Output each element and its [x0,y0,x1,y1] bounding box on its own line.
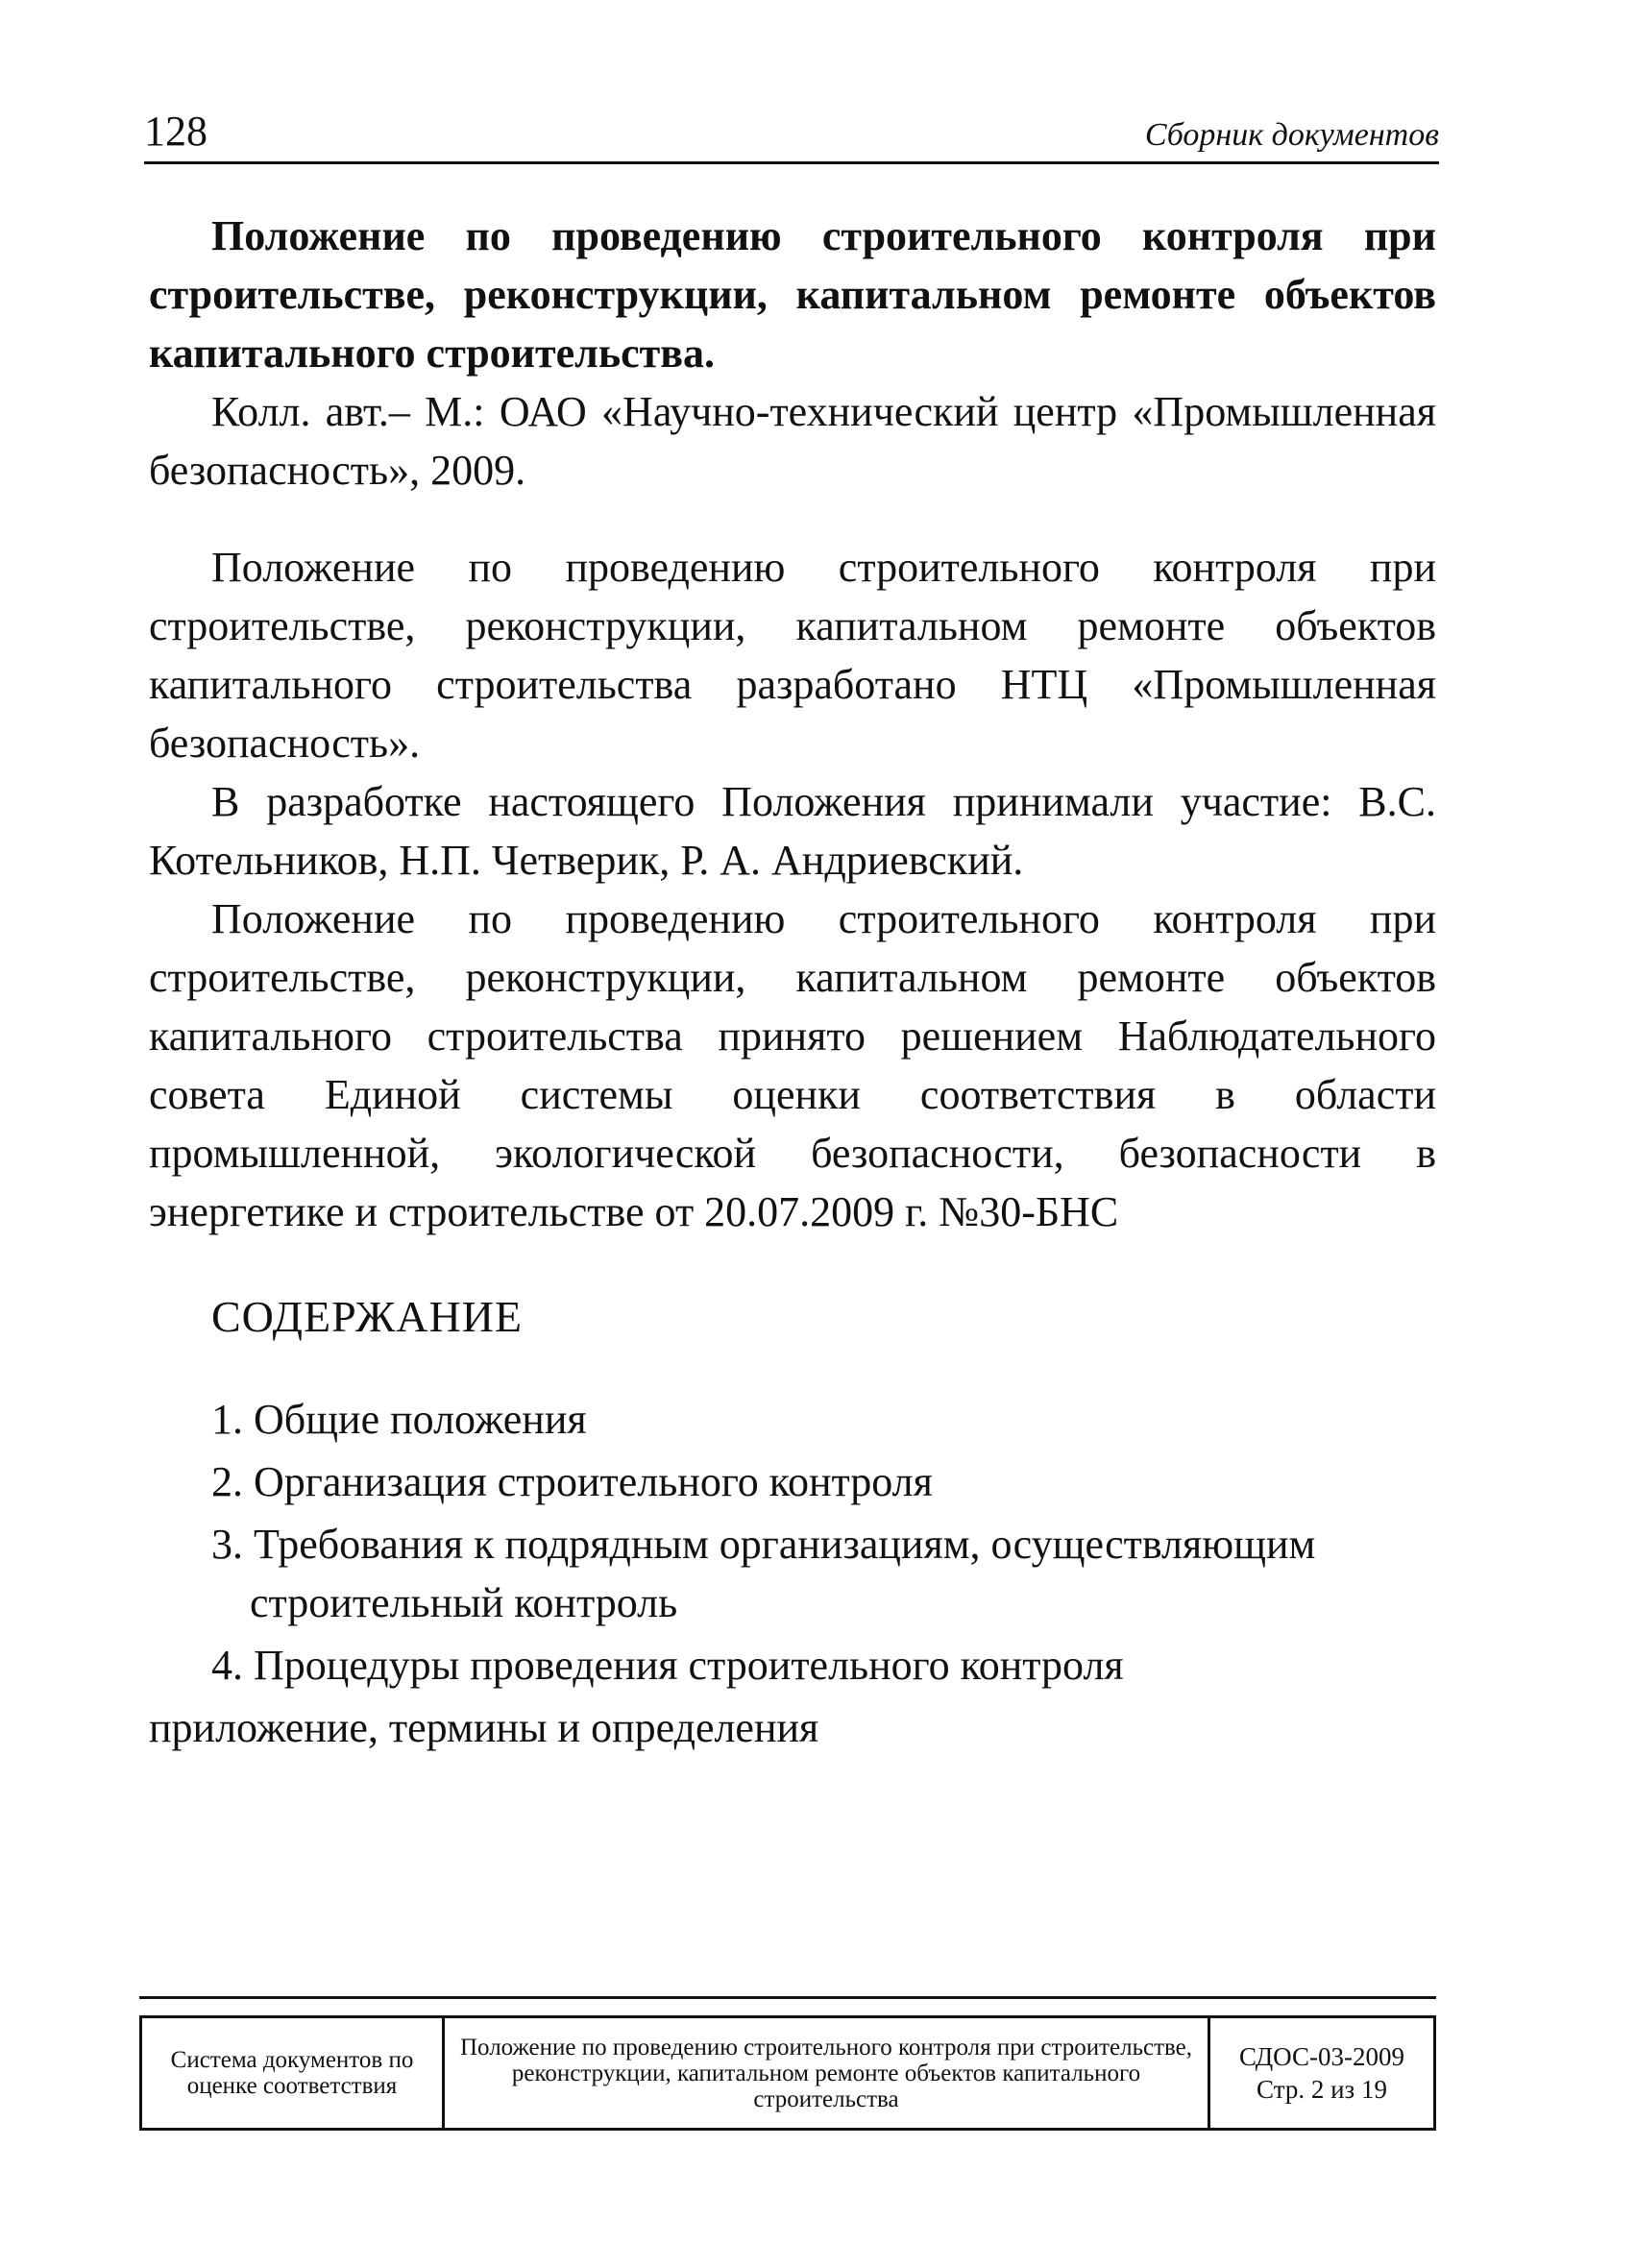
toc-item-text: Общие положения [254,1396,587,1443]
footer-document-title: Положение по проведению строительного контроля при строительстве, реконструкции, капитальном ремонте объектов капитального строительства [445,2018,1210,2128]
toc-item-number: 4. [211,1642,243,1689]
paragraph-developer: Положение по проведению строительного контроля при строительстве, реконструкции, капитальном ремонте объектов капитального строительства разработано НТЦ «Промышленная безопасность». [149,544,1436,767]
paragraph-approval: Положение по проведению строительного контроля при строительстве, реконструкции, капитальном ремонте объектов капитального строительства принято решением Наблюдательного совета Единой системы оценки соответствия в области промышленной, экологической безопасности, безопасности в энергетике и строительстве от 20.07.2009 г. №30-БНС [149,895,1436,1235]
toc-item [149,1515,1436,1632]
toc-item [149,1452,1436,1511]
paragraph-gap [149,500,1436,538]
paragraph-authors: В разработке настоящего Положения принимали участие: В.С. Котельников, Н.П. Четверик, Р. А. Андриевский. [149,778,1436,884]
toc-item-number: 1. [211,1396,243,1443]
toc-item-number: 3. [211,1521,243,1568]
collection-title: Сборник документов [1144,117,1439,153]
page-body [149,207,1436,1761]
toc-item-text: Процедуры проведения строительного контроля [254,1642,1124,1689]
footer-identifier [1210,2018,1433,2128]
toc-appendix: приложение, термины и определения [149,1704,819,1751]
toc-item [149,1390,1436,1449]
footer-rule [139,1996,1436,1999]
toc-item-text: Требования к подрядным организациям, осуществляющим строительный контроль [250,1521,1316,1626]
footer-document-code: СДОС-03-2009 [1239,2042,1404,2071]
contents-heading: СОДЕРЖАНИЕ [211,1292,524,1341]
page-number: 128 [144,108,207,155]
footer-page-count: Стр. 2 из 19 [1257,2075,1387,2104]
document-title: Положение по проведению строительного контроля при строительстве, реконструкции, капитальном ремонте объектов капитального строительства. [149,212,1436,377]
running-header [144,104,1439,164]
citation: Колл. авт.– М.: ОАО «Научно-технический центр «Промышленная безопасность», 2009. [149,388,1436,494]
table-of-contents [149,1390,1436,1757]
footer-table [139,2015,1436,2131]
toc-item [149,1636,1436,1695]
footer-series: Система документов по оценке соответствия [142,2018,445,2128]
toc-item-text: Организация строительного контроля [254,1458,933,1505]
toc-item-number: 2. [211,1458,243,1505]
